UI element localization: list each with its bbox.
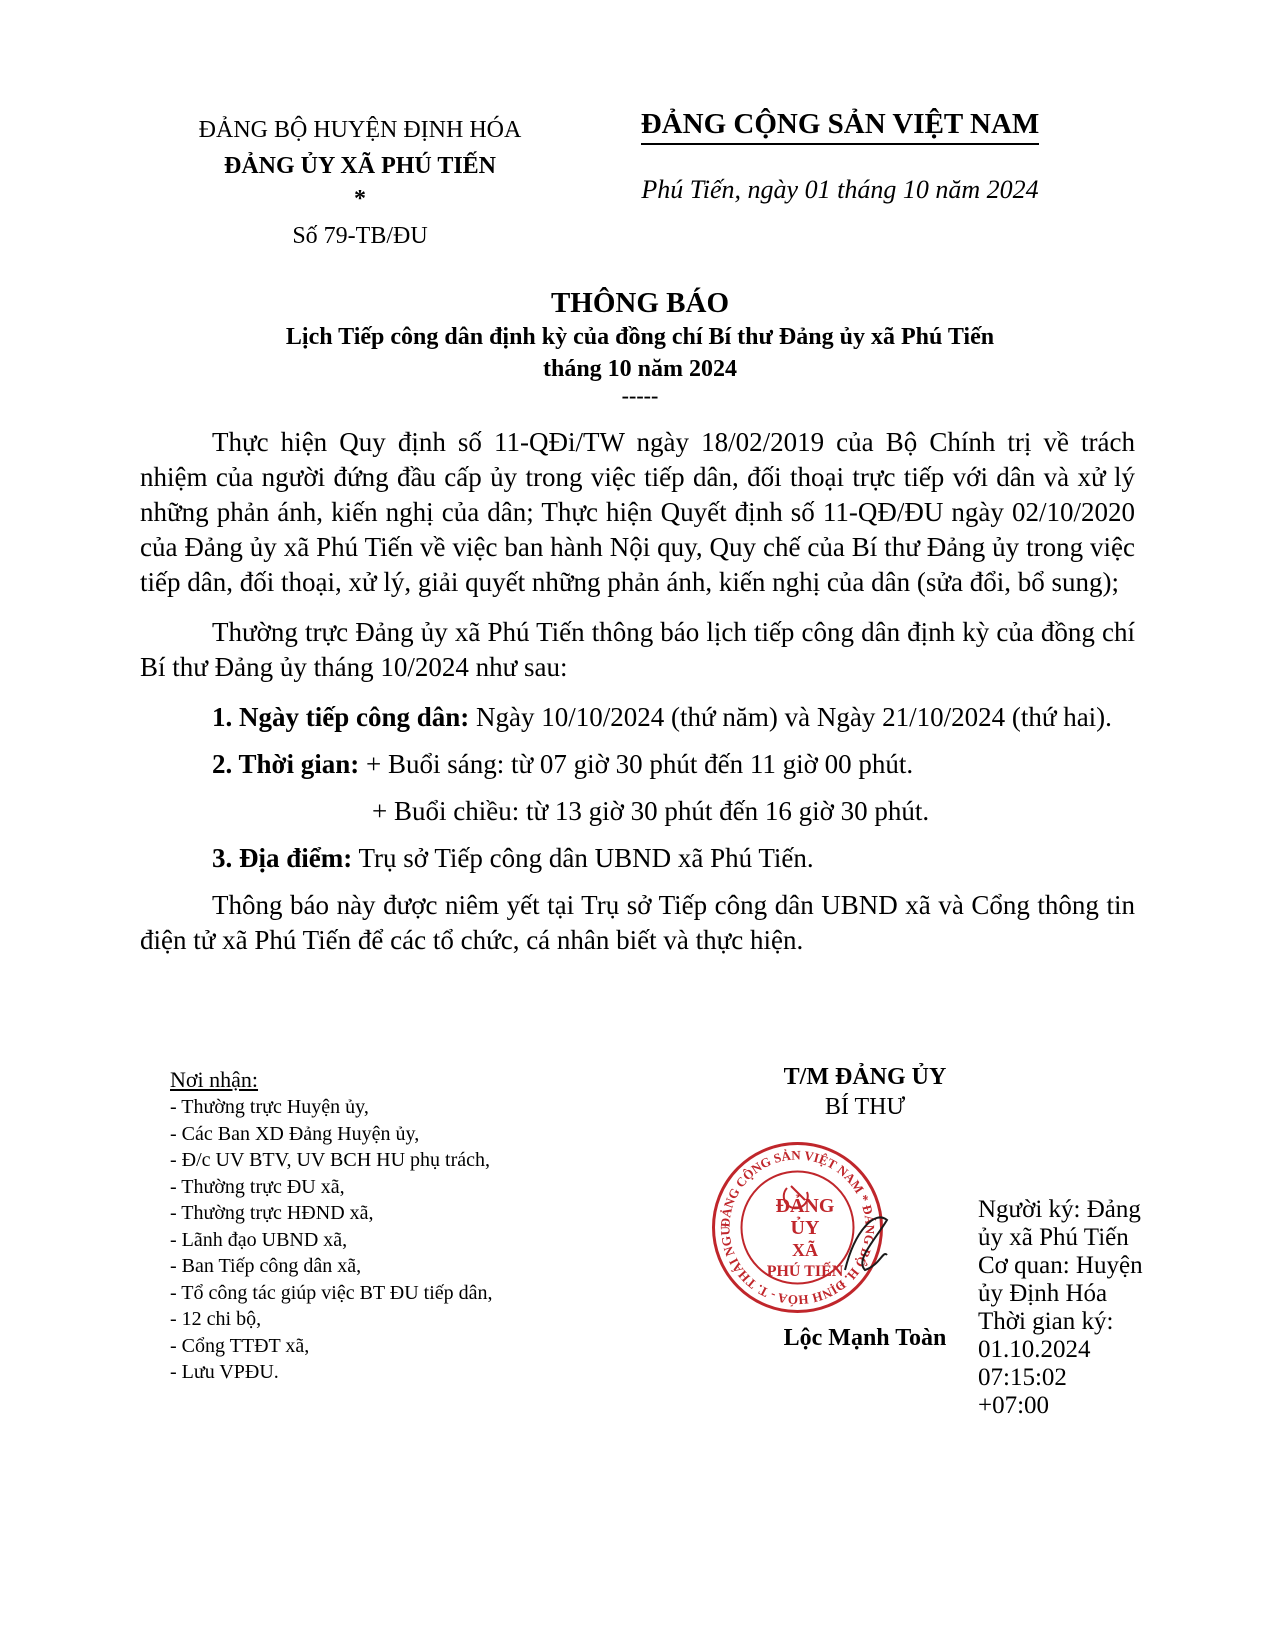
item-time-label: 2. Thời gian: — [212, 749, 360, 779]
seal-center-line1: ĐẢNG ỦY — [775, 1195, 835, 1239]
party-title: ĐẢNG CỘNG SẢN VIỆT NAM — [641, 108, 1040, 145]
seal-center-text — [760, 1195, 850, 1283]
item-date-text: Ngày 10/10/2024 (thứ năm) và Ngày 21/10/2024 (thứ hai). — [469, 702, 1112, 732]
list-item: - 12 chi bộ, — [170, 1308, 262, 1330]
item-location — [140, 841, 1135, 876]
document-subtitle-1: Lịch Tiếp công dân định kỳ của đồng chí Bí thư Đảng ủy xã Phú Tiến — [285, 324, 995, 350]
signature-role: BÍ THƯ — [824, 1094, 906, 1120]
list-item: - Tổ công tác giúp việc BT ĐU tiếp dân, — [170, 1281, 493, 1304]
list-item: - Cổng TTĐT xã, — [170, 1334, 310, 1357]
commune-party-name: ĐẢNG ỦY XÃ PHÚ TIẾN — [223, 153, 496, 179]
document-body — [140, 425, 1135, 973]
item-location-label: 3. Địa điểm: — [212, 843, 353, 873]
item-date-label: 1. Ngày tiếp công dân: — [212, 702, 470, 732]
list-item: - Thường trực Huyện ủy, — [170, 1096, 369, 1118]
list-item: - Thường trực HĐND xã, — [170, 1202, 374, 1224]
signature-org: T/M ĐẢNG ỦY — [783, 1064, 947, 1090]
list-item: - Ban Tiếp công dân xã, — [170, 1255, 362, 1277]
national-header — [600, 108, 1080, 205]
star-mark: * — [354, 186, 366, 212]
list-item: - Lãnh đạo UBND xã, — [170, 1228, 348, 1251]
document-title-block — [140, 285, 1140, 407]
paragraph-posting: Thông báo này được niêm yết tại Trụ sở Tiếp công dân UBND xã và Cổng thông tin điện tử xã Phú Tiến để các tổ chức, cá nhân biết và thực hiện. — [140, 890, 1135, 955]
digital-sign-line: 01.10.2024 — [978, 1336, 1091, 1363]
signer-name: Lộc Mạnh Toàn — [783, 1325, 947, 1351]
list-item: - Lưu VPĐU. — [170, 1361, 279, 1383]
digital-sign-line: ủy xã Phú Tiến — [978, 1224, 1129, 1251]
seal-ring-text: ĐẢNG CỘNG SẢN VIỆT NAM * ĐẢNG BỘ H. ĐỊNH HÓA - T. THÁI NGU — [717, 1147, 878, 1308]
digital-signature-info — [978, 1196, 1178, 1420]
paragraph-basis: Thực hiện Quy định số 11-QĐi/TW ngày 18/02/2019 của Bộ Chính trị về trách nhiệm của người đứng đầu cấp ủy trong việc tiếp dân, đối thoại trực tiếp với dân và xử lý những phản ánh, kiến nghị của dân; Thực hiện Quyết định số 11-QĐ/ĐU ngày 02/10/2020 của Đảng ủy xã Phú Tiến về việc ban hành Nội quy, Quy chế của Bí thư Đảng ủy trong việc tiếp dân, đối thoại, xử lý, giải quyết những phản ánh, kiến nghị của dân (sửa đổi, bổ sung); — [140, 427, 1135, 597]
recipients-list — [170, 1094, 690, 1386]
party-seal — [705, 1140, 890, 1315]
title-separator: ----- — [621, 383, 659, 408]
digital-sign-line: Thời gian ký: — [978, 1308, 1114, 1335]
list-item: - Đ/c UV BTV, UV BCH HU phụ trách, — [170, 1149, 490, 1171]
issuer-block — [140, 112, 580, 254]
digital-sign-line: Cơ quan: Huyện — [978, 1252, 1143, 1279]
document-number: Số 79-TB/ĐU — [292, 223, 428, 249]
document-subtitle-2: tháng 10 năm 2024 — [542, 356, 738, 382]
district-party-name: ĐẢNG BỘ HUYỆN ĐỊNH HÓA — [198, 117, 522, 143]
item-time-morning: + Buổi sáng: từ 07 giờ 30 phút đến 11 giờ 00 phút. — [359, 749, 914, 779]
document-title: THÔNG BÁO — [550, 287, 730, 319]
place-date: Phú Tiến, ngày 01 tháng 10 năm 2024 — [641, 175, 1039, 204]
item-location-text: Trụ sở Tiếp công dân UBND xã Phú Tiến. — [352, 843, 814, 873]
recipients-block — [170, 1066, 690, 1386]
digital-sign-line: +07:00 — [978, 1392, 1050, 1419]
signature-block — [700, 1062, 1030, 1122]
paragraph-announcement: Thường trực Đảng ủy xã Phú Tiến thông báo lịch tiếp công dân định kỳ của đồng chí Bí thư Đảng ủy tháng 10/2024 như sau: — [140, 617, 1135, 682]
item-time — [140, 747, 1135, 782]
seal-center-line3: PHÚ TIẾN — [766, 1263, 844, 1280]
digital-sign-line: Người ký: Đảng — [978, 1196, 1141, 1223]
digital-sign-line: ủy Định Hóa — [978, 1280, 1108, 1307]
item-time-afternoon: + Buổi chiều: từ 13 giờ 30 phút đến 16 giờ 30 phút. — [372, 796, 930, 826]
item-date — [140, 700, 1135, 735]
digital-sign-line: 07:15:02 — [978, 1364, 1067, 1391]
recipients-heading: Nơi nhận: — [170, 1067, 259, 1092]
seal-center-line2: XÃ — [792, 1240, 818, 1260]
list-item: - Các Ban XD Đảng Huyện ủy, — [170, 1122, 420, 1145]
list-item: - Thường trực ĐU xã, — [170, 1175, 345, 1198]
